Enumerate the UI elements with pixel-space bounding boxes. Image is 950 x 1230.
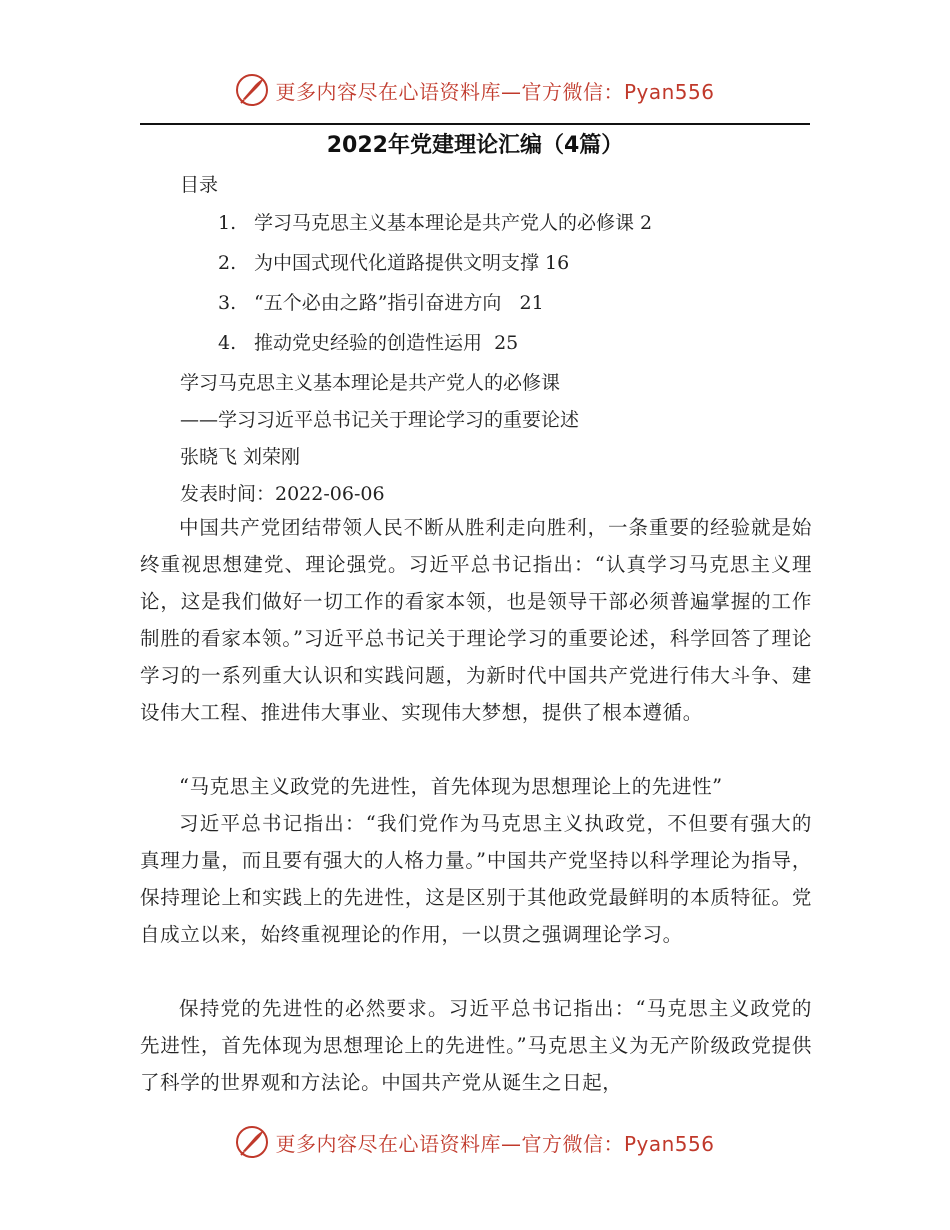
body-paragraph: 保持党的先进性的必然要求。习近平总书记指出：“马克思主义政党的先进性，首先体现为思想理论上的先进性。”马克思主义为无产阶级政党提供了科学的世界观和方法论。中国共产党从诞生之日起， (140, 997, 812, 1094)
quill-pen-logo-icon (235, 1125, 269, 1159)
toc-item-number: 2. (218, 252, 237, 274)
article-authors: 张晓飞 刘荣刚 (180, 446, 301, 468)
toc-item-text: 学习马克思主义基本理论是共产党人的必修课 2 (254, 212, 653, 234)
quill-pen-logo-icon (235, 73, 269, 107)
banner-text: 更多内容尽在心语资料库—官方微信：Pyan556 (275, 1131, 715, 1156)
toc-item (218, 328, 518, 355)
footer-banner (0, 1120, 950, 1164)
toc-item (218, 288, 544, 315)
toc-item-number: 3. (218, 292, 237, 314)
toc-item-number: 4. (218, 332, 237, 354)
section-heading: “马克思主义政党的先进性，首先体现为思想理论上的先进性” (179, 775, 723, 798)
header-divider (140, 123, 810, 125)
header-banner (0, 68, 950, 112)
toc-item-text: 推动党史经验的创造性运用 25 (254, 332, 519, 354)
toc-item (218, 248, 569, 275)
toc-item-number: 1. (218, 212, 237, 234)
article-subtitle: ——学习习近平总书记关于理论学习的重要论述 (180, 409, 580, 431)
article-title: 学习马克思主义基本理论是共产党人的必修课 (180, 372, 561, 394)
body-paragraph: 习近平总书记指出：“我们党作为马克思主义执政党，不但要有强大的真理力量，而且要有强大的人格力量。”中国共产党坚持以科学理论为指导，保持理论上和实践上的先进性，这是区别于其他政党最鲜明的本质特征。党自成立以来，始终重视理论的作用，一以贯之强调理论学习。 (140, 812, 812, 946)
toc-item-text: “五个必由之路”指引奋进方向 21 (254, 292, 544, 314)
article-publish-date: 发表时间：2022-06-06 (180, 483, 385, 505)
toc-label: 目录 (180, 174, 219, 196)
document-title: 2022年党建理论汇编（4篇） (326, 133, 624, 158)
body-paragraph: 中国共产党团结带领人民不断从胜利走向胜利，一条重要的经验就是始终重视思想建党、理论强党。习近平总书记指出：“认真学习马克思主义理论，这是我们做好一切工作的看家本领，也是领导干部必须普遍掌握的工作制胜的看家本领。”习近平总书记关于理论学习的重要论述，科学回答了理论学习的一系列重大认识和实践问题，为新时代中国共产党进行伟大斗争、建设伟大工程、推进伟大事业、实现伟大梦想，提供了根本遵循。 (140, 516, 812, 724)
toc-item (218, 208, 652, 235)
banner-text: 更多内容尽在心语资料库—官方微信：Pyan556 (275, 79, 715, 104)
toc-item-text: 为中国式现代化道路提供文明支撑 16 (254, 252, 570, 274)
